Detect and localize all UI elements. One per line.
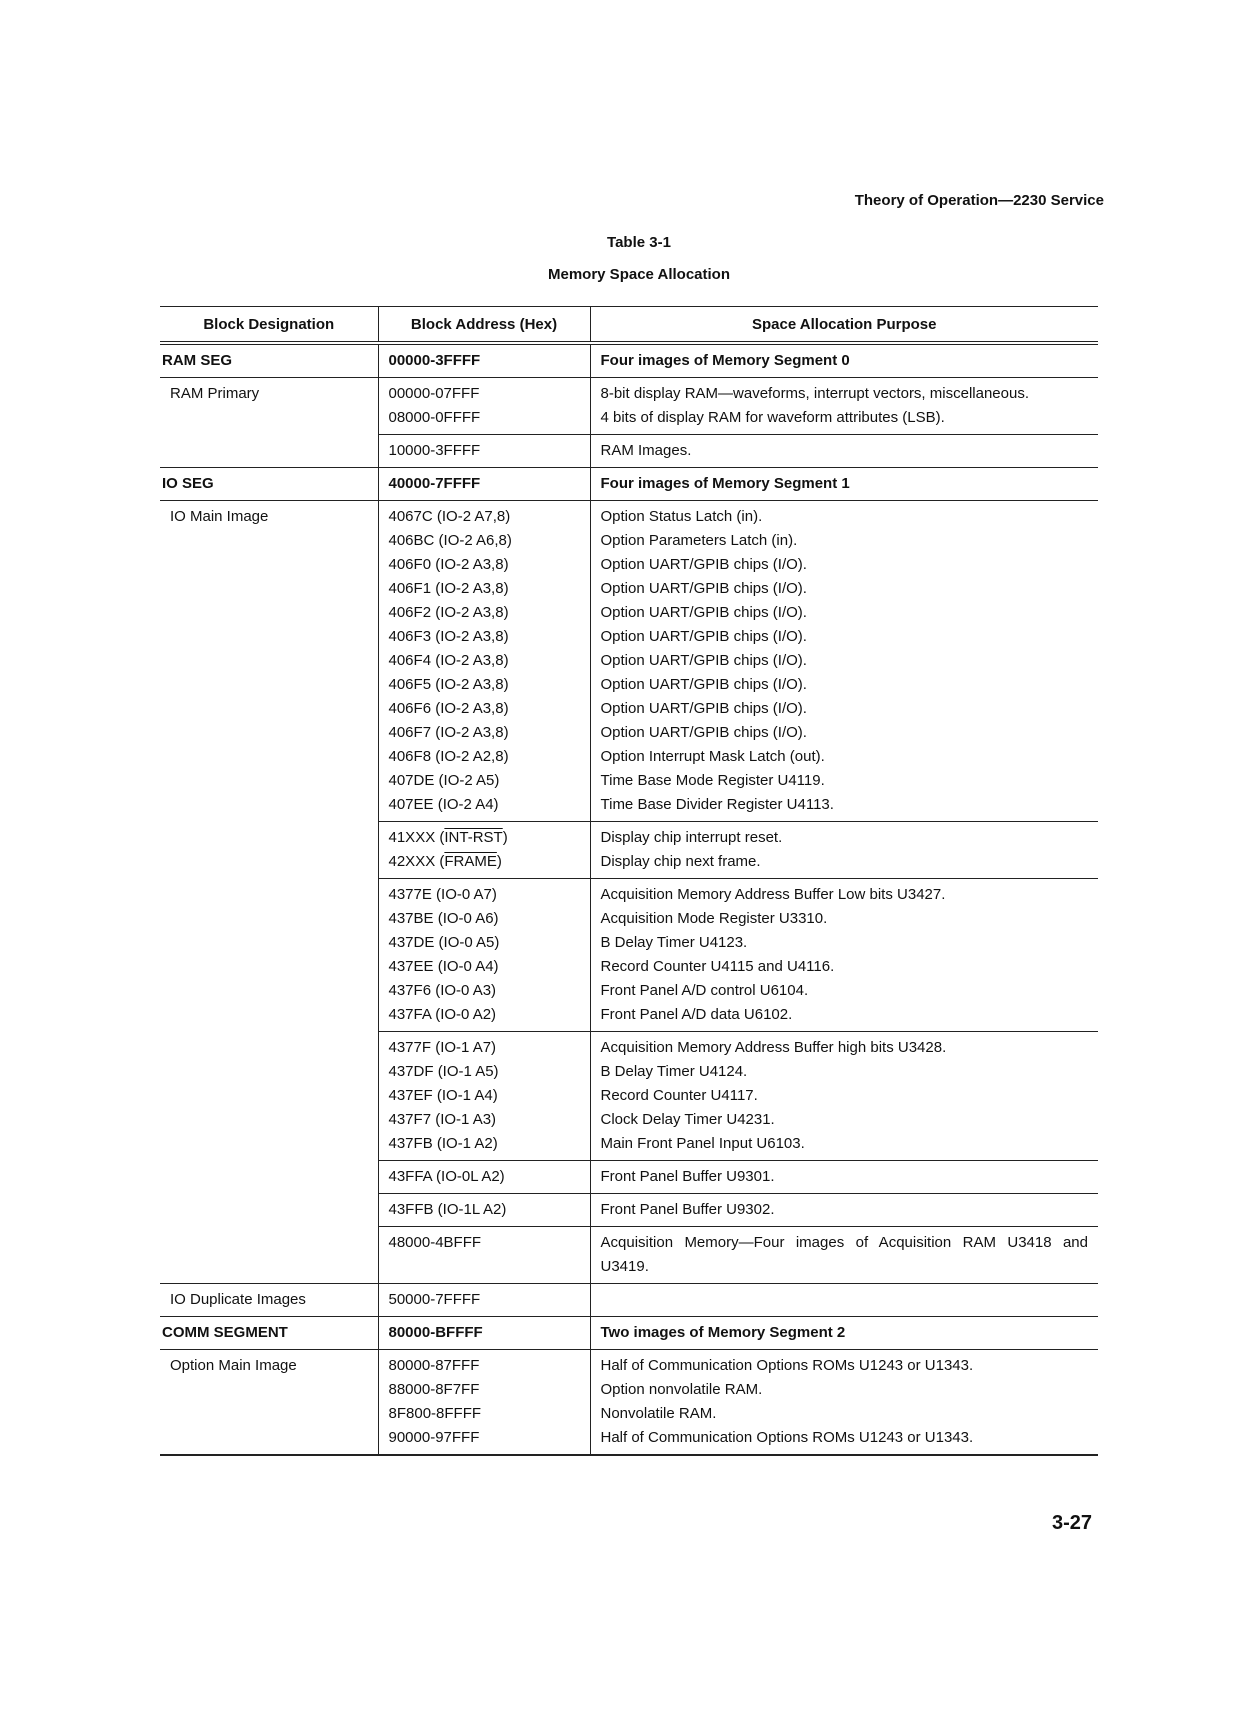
address-line: 80000-87FFF	[388, 1357, 480, 1374]
address-line: 437FA (IO-0 A2)	[388, 1006, 497, 1023]
allocation-purpose	[590, 1284, 1098, 1317]
address-line: 00000-07FFF	[388, 385, 480, 402]
table-row	[160, 435, 1098, 468]
purpose-line: Time Base Mode Register U4119.	[600, 772, 825, 789]
table-header-row	[160, 307, 1098, 344]
address-line: 406F5 (IO-2 A3,8)	[388, 676, 509, 693]
purpose-line: Front Panel A/D control U6104.	[600, 982, 809, 999]
allocation-purpose: Two images of Memory Segment 2	[590, 1317, 1098, 1350]
purpose-line: Record Counter U4115 and U4116.	[600, 958, 835, 975]
address-line: 437F7 (IO-1 A3)	[388, 1111, 497, 1128]
block-address: 80000-BFFFF	[378, 1317, 590, 1350]
purpose-line: Acquisition Memory Address Buffer high bits U3428.	[600, 1039, 947, 1056]
block-address: 48000-4BFFF	[378, 1227, 590, 1284]
allocation-purpose: Four images of Memory Segment 1	[590, 468, 1098, 501]
purpose-line: B Delay Timer U4124.	[600, 1063, 748, 1080]
table-number: Table 3-1	[607, 234, 671, 251]
allocation-purpose: Acquisition Memory—Four images of Acquisition RAM U3418 and U3419.	[590, 1227, 1098, 1284]
active-low-signal: INT-RST	[444, 829, 503, 846]
memory-allocation-table	[160, 306, 1098, 1456]
block-address	[378, 1032, 590, 1161]
purpose-line: Option UART/GPIB chips (I/O).	[600, 724, 807, 741]
block-address: 10000-3FFFF	[378, 435, 590, 468]
table-row	[160, 822, 1098, 879]
allocation-purpose	[590, 1032, 1098, 1161]
purpose-line: Acquisition Mode Register U3310.	[600, 910, 828, 927]
address-line: 407EE (IO-2 A4)	[388, 796, 499, 813]
address-line: 42XXX (FRAME)	[388, 853, 502, 870]
address-line: 406BC (IO-2 A6,8)	[388, 532, 512, 549]
purpose-line: Option UART/GPIB chips (I/O).	[600, 580, 807, 597]
block-address: 00000-3FFFF	[378, 343, 590, 378]
address-line: 407DE (IO-2 A5)	[388, 772, 500, 789]
address-line: 4377E (IO-0 A7)	[388, 886, 497, 903]
purpose-line: Display chip next frame.	[600, 853, 761, 870]
address-line: 406F2 (IO-2 A3,8)	[388, 604, 509, 621]
table-title: Memory Space Allocation	[548, 266, 730, 283]
purpose-line: Option Status Latch (in).	[600, 508, 763, 525]
purpose-line: Option Parameters Latch (in).	[600, 532, 798, 549]
purpose-line: Option UART/GPIB chips (I/O).	[600, 700, 807, 717]
table-row	[160, 1161, 1098, 1194]
block-designation	[160, 879, 378, 1032]
block-address	[378, 501, 590, 822]
purpose-line: Record Counter U4117.	[600, 1087, 758, 1104]
table-row	[160, 1032, 1098, 1161]
purpose-line: 8-bit display RAM—waveforms, interrupt vectors, miscellaneous.	[600, 385, 1029, 402]
address-line: 437BE (IO-0 A6)	[388, 910, 499, 927]
allocation-purpose	[590, 1350, 1098, 1456]
allocation-purpose	[590, 822, 1098, 879]
purpose-line: Option UART/GPIB chips (I/O).	[600, 604, 807, 621]
table-row	[160, 378, 1098, 435]
purpose-line: Main Front Panel Input U6103.	[600, 1135, 805, 1152]
address-line: 4377F (IO-1 A7)	[388, 1039, 497, 1056]
block-designation: RAM SEG	[160, 343, 378, 378]
block-designation	[160, 822, 378, 879]
address-line: 406F7 (IO-2 A3,8)	[388, 724, 509, 741]
allocation-purpose	[590, 879, 1098, 1032]
block-address	[378, 378, 590, 435]
address-line: 406F6 (IO-2 A3,8)	[388, 700, 509, 717]
block-designation: Option Main Image	[160, 1350, 378, 1456]
block-designation	[160, 1161, 378, 1194]
purpose-line: Display chip interrupt reset.	[600, 829, 783, 846]
allocation-purpose: Four images of Memory Segment 0	[590, 343, 1098, 378]
block-designation: IO SEG	[160, 468, 378, 501]
block-address	[378, 879, 590, 1032]
address-line: 406F0 (IO-2 A3,8)	[388, 556, 509, 573]
address-line: 08000-0FFFF	[388, 409, 481, 426]
address-line: 406F8 (IO-2 A2,8)	[388, 748, 509, 765]
purpose-line: 4 bits of display RAM for waveform attributes (LSB).	[600, 409, 945, 426]
block-designation	[160, 435, 378, 468]
table-row	[160, 1194, 1098, 1227]
block-address: 50000-7FFFF	[378, 1284, 590, 1317]
table-row	[160, 501, 1098, 822]
block-address: 43FFA (IO-0L A2)	[378, 1161, 590, 1194]
address-line: 41XXX (INT-RST)	[388, 829, 508, 846]
block-designation	[160, 1032, 378, 1161]
purpose-line: Option UART/GPIB chips (I/O).	[600, 652, 807, 669]
purpose-line: Acquisition Memory Address Buffer Low bits U3427.	[600, 886, 946, 903]
address-line: 4067C (IO-2 A7,8)	[388, 508, 511, 525]
purpose-line: Option UART/GPIB chips (I/O).	[600, 628, 807, 645]
segment-row-comm	[160, 1317, 1098, 1350]
purpose-line: Option UART/GPIB chips (I/O).	[600, 676, 807, 693]
allocation-purpose: Front Panel Buffer U9302.	[590, 1194, 1098, 1227]
purpose-line: Half of Communication Options ROMs U1243 or U1343.	[600, 1429, 974, 1446]
block-designation	[160, 1194, 378, 1227]
purpose-line: Time Base Divider Register U4113.	[600, 796, 834, 813]
purpose-line: Option nonvolatile RAM.	[600, 1381, 763, 1398]
table-row	[160, 879, 1098, 1032]
table-row	[160, 1227, 1098, 1284]
purpose-line: Front Panel A/D data U6102.	[600, 1006, 793, 1023]
table-row	[160, 1284, 1098, 1317]
allocation-purpose	[590, 501, 1098, 822]
address-line: 406F4 (IO-2 A3,8)	[388, 652, 509, 669]
block-address	[378, 822, 590, 879]
block-designation: RAM Primary	[170, 385, 260, 402]
purpose-line: B Delay Timer U4123.	[600, 934, 748, 951]
block-designation: IO Main Image	[170, 508, 269, 525]
allocation-purpose: Front Panel Buffer U9301.	[590, 1161, 1098, 1194]
purpose-line: Option UART/GPIB chips (I/O).	[600, 556, 807, 573]
block-designation: COMM SEGMENT	[160, 1317, 378, 1350]
block-designation	[160, 1227, 378, 1284]
address-line: 88000-8F7FF	[388, 1381, 480, 1398]
address-line: 437F6 (IO-0 A3)	[388, 982, 497, 999]
address-line: 437EF (IO-1 A4)	[388, 1087, 498, 1104]
purpose-line: Option Interrupt Mask Latch (out).	[600, 748, 825, 765]
page-number: 3-27	[1051, 1512, 1092, 1534]
address-line: 406F1 (IO-2 A3,8)	[388, 580, 509, 597]
running-head: Theory of Operation—2230 Service	[854, 192, 1104, 209]
allocation-purpose	[590, 378, 1098, 435]
block-address: 40000-7FFFF	[378, 468, 590, 501]
segment-row-io	[160, 468, 1098, 501]
purpose-line: Half of Communication Options ROMs U1243 or U1343.	[600, 1357, 974, 1374]
address-line: 437EE (IO-0 A4)	[388, 958, 499, 975]
block-designation: IO Duplicate Images	[160, 1284, 378, 1317]
col-header-purpose: Space Allocation Purpose	[590, 307, 1098, 344]
active-low-signal: FRAME	[444, 853, 497, 870]
table-row	[160, 1350, 1098, 1456]
segment-row-ram	[160, 343, 1098, 378]
purpose-line: Clock Delay Timer U4231.	[600, 1111, 775, 1128]
address-line: 437FB (IO-1 A2)	[388, 1135, 498, 1152]
col-header-address: Block Address (Hex)	[378, 307, 590, 344]
address-line: 90000-97FFF	[388, 1429, 480, 1446]
address-line: 437DF (IO-1 A5)	[388, 1063, 499, 1080]
address-line: 8F800-8FFFF	[388, 1405, 482, 1422]
address-line: 437DE (IO-0 A5)	[388, 934, 500, 951]
col-header-designation: Block Designation	[160, 307, 378, 344]
allocation-purpose: RAM Images.	[590, 435, 1098, 468]
purpose-line: Nonvolatile RAM.	[600, 1405, 717, 1422]
block-address: 43FFB (IO-1L A2)	[378, 1194, 590, 1227]
address-line: 406F3 (IO-2 A3,8)	[388, 628, 509, 645]
block-address	[378, 1350, 590, 1456]
